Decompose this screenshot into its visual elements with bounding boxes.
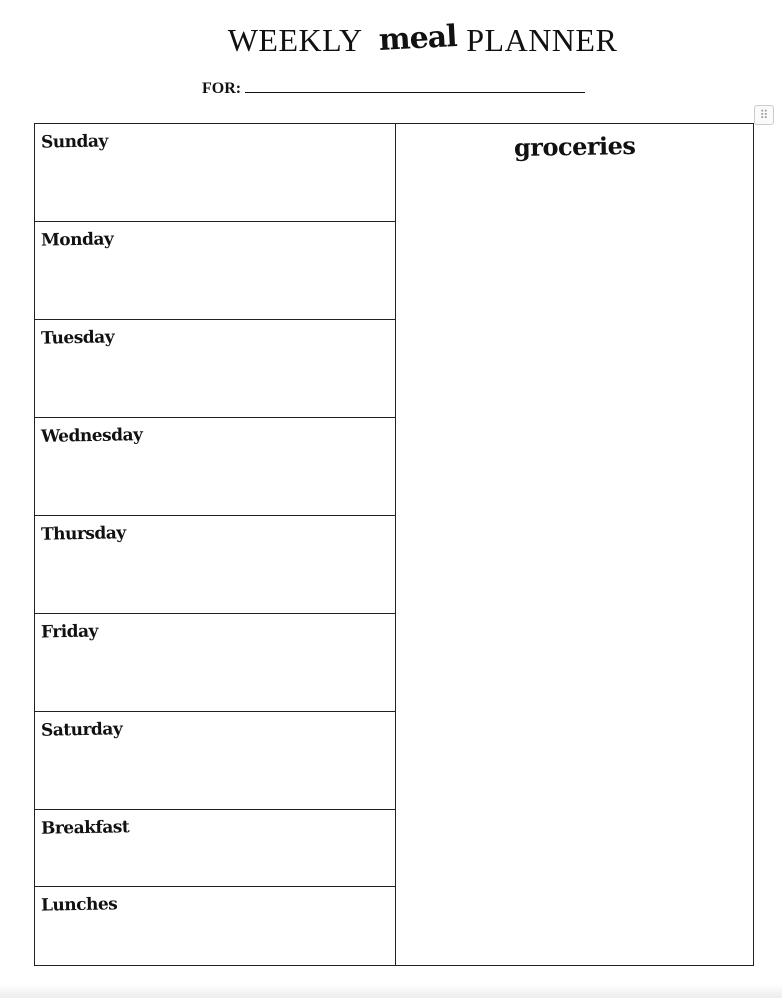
day-label: Lunches [40, 894, 118, 916]
page-edge-shadow [0, 984, 782, 998]
day-cell-friday[interactable] [35, 614, 395, 712]
day-label: Thursday [40, 523, 126, 545]
day-label: Sunday [40, 131, 108, 153]
day-label: Breakfast [40, 817, 130, 839]
day-label: Monday [40, 229, 114, 251]
grip-icon[interactable]: ⠿ [754, 105, 774, 125]
planner-table [34, 123, 754, 966]
day-label: Wednesday [40, 425, 143, 447]
day-cell-monday[interactable] [35, 222, 395, 320]
title-weekly: WEEKLY [227, 22, 363, 58]
groceries-column[interactable] [396, 124, 753, 965]
days-column [35, 124, 396, 965]
for-underline [245, 78, 585, 93]
day-cell-saturday[interactable] [35, 712, 395, 810]
day-label: Friday [40, 621, 99, 643]
day-cell-lunches[interactable] [35, 887, 395, 965]
day-cell-wednesday[interactable] [35, 418, 395, 516]
for-label: FOR: [202, 80, 242, 97]
for-field [202, 78, 585, 98]
day-cell-thursday[interactable] [35, 516, 395, 614]
day-cell-breakfast[interactable] [35, 810, 395, 887]
groceries-title: groceries [513, 130, 636, 163]
day-label: Tuesday [40, 327, 115, 349]
title-meal: meal [377, 18, 457, 59]
day-label: Saturday [40, 719, 123, 741]
page-title [0, 18, 782, 59]
day-cell-sunday[interactable] [35, 124, 395, 222]
title-planner: PLANNER [466, 22, 618, 58]
day-cell-tuesday[interactable] [35, 320, 395, 418]
